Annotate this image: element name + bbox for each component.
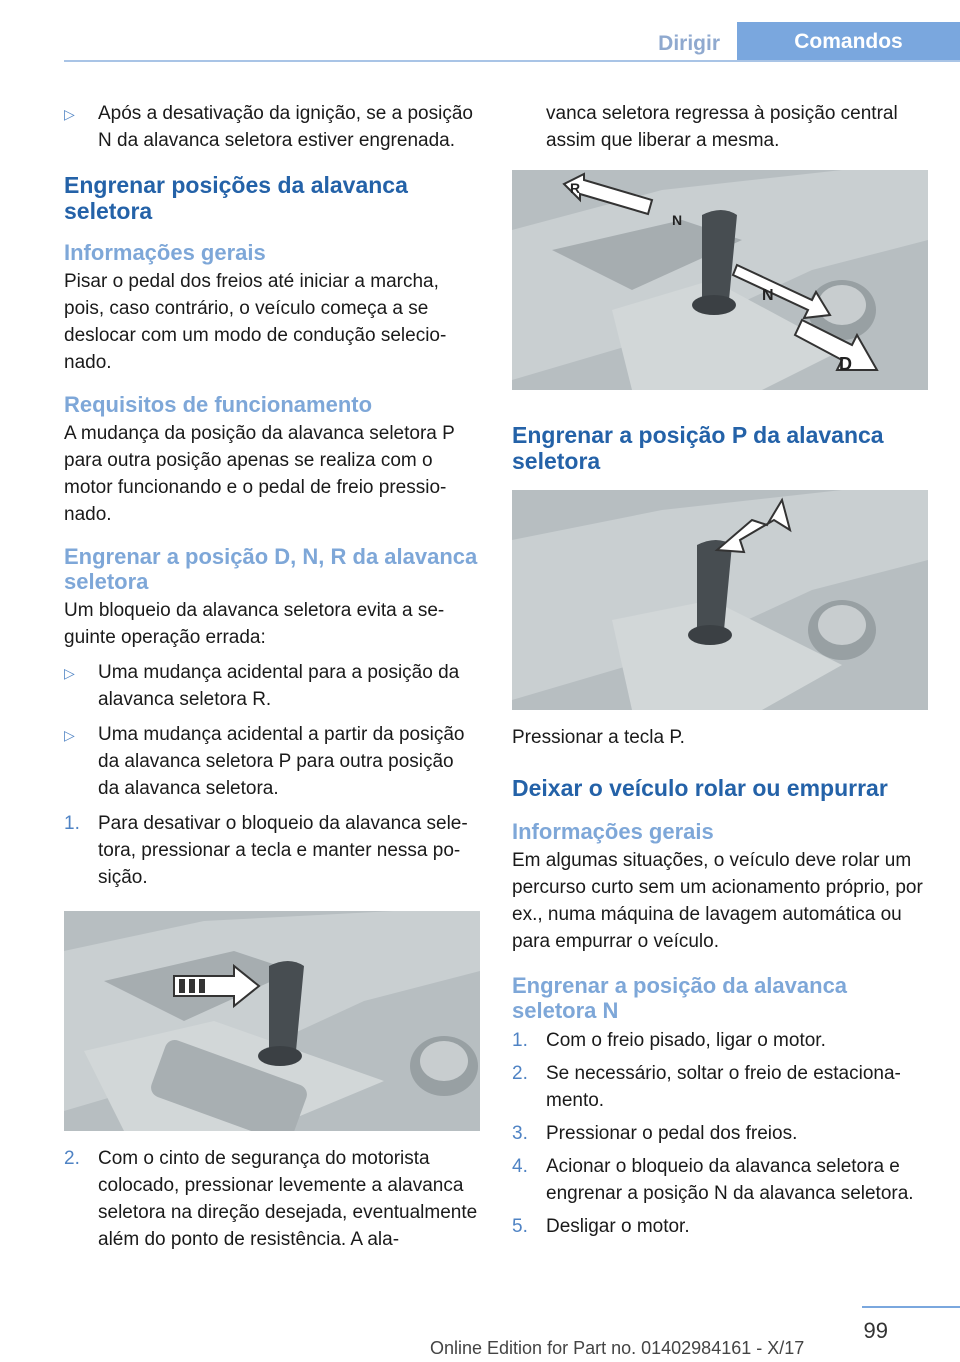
numbered-step: 1. Para desativar o bloqueio da alavanca seletora, pressionar a tecla e manter nessa posição. <box>64 810 480 891</box>
paragraph: Um bloqueio da alavanca seletora evita a seguinte operação errada: <box>64 600 445 648</box>
subheading: Engrenar a posição D, N, R da alavanca seletora <box>64 544 478 594</box>
subheading: Requisitos de funcionamento <box>64 392 373 417</box>
step-number: 4. <box>512 1156 528 1177</box>
step-number: 2. <box>512 1063 528 1084</box>
page-number: 99 <box>863 1318 888 1343</box>
numbered-step: 3. Pressionar o pedal dos freios. <box>512 1120 928 1147</box>
paragraph: Pressionar a tecla P. <box>512 727 685 748</box>
step-number: 1. <box>64 813 80 834</box>
selector-lever-unlock-figure <box>64 911 480 1131</box>
paragraph: Em algumas situações, o veículo deve rolar um percurso curto sem um acionamento próprio, por ex., numa máquina de lavagem automática ou para empurrar o veículo. <box>512 850 923 952</box>
header-rule <box>64 60 960 62</box>
subheading: Informações gerais <box>512 819 714 844</box>
step-number: 3. <box>512 1123 528 1144</box>
numbered-step: 4. Acionar o bloqueio da alavanca seletora e engrenar a posição N da alavanca seletora. <box>512 1153 928 1207</box>
step-number: 5. <box>512 1216 528 1237</box>
p-button-figure <box>512 490 928 710</box>
figure-label-n-top: N <box>672 212 683 228</box>
subheading: Engrenar a posição da alavanca seletora N <box>512 973 848 1023</box>
triangle-bullet-icon: ▷ <box>64 665 75 681</box>
header-tab: Comandos <box>737 22 960 62</box>
numbered-step: 2. Se necessário, soltar o freio de estacionamento. <box>512 1060 928 1114</box>
triangle-bullet-icon: ▷ <box>64 106 75 122</box>
figure-label-r: R <box>570 180 581 196</box>
figure-label-n-bottom: N <box>762 287 774 304</box>
numbered-step: 2. Com o cinto de segurança do motorista colocado, pressionar levemente a alavanca seletora na direção desejada, eventualmente além do ponto de resistência. A ala- <box>64 1145 480 1253</box>
subheading: Informações gerais <box>64 240 266 265</box>
paragraph-continued: vanca seletora regressa à posição central assim que liberar a mesma. <box>546 103 898 151</box>
section-heading: Engrenar a posição P da alavanca seletora <box>512 422 884 474</box>
paragraph: A mudança da posição da alavanca seletora P para outra posição apenas se realiza com o motor funcionando e o pedal de freio pressionado. <box>64 423 455 525</box>
steps-list <box>512 1027 928 1240</box>
bullet-item: ▷ Uma mudança acidental a partir da posição da alavanca seletora P para outra posição da alavanca seletora. <box>64 721 480 802</box>
paragraph: Pisar o pedal dos freios até iniciar a marcha, pois, caso contrário, o veículo começa a se deslocar com um modo de condução selecionado. <box>64 271 447 373</box>
step-number: 1. <box>512 1030 528 1051</box>
header-section-label: Dirigir <box>658 32 720 55</box>
step-number: 2. <box>64 1148 80 1169</box>
numbered-step: 1. Com o freio pisado, ligar o motor. <box>512 1027 928 1054</box>
figure-label-d: D <box>839 354 852 374</box>
section-heading: Engrenar posições da alavanca seletora <box>64 172 408 224</box>
bullet-item: ▷ Após a desativação da ignição, se a posição N da alavanca seletora estiver engrenada. <box>64 100 480 154</box>
triangle-bullet-icon: ▷ <box>64 727 75 743</box>
right-column <box>512 100 928 1240</box>
selector-lever-positions-figure <box>512 170 928 390</box>
section-heading: Deixar o veículo rolar ou empurrar <box>512 775 888 801</box>
footer-rule <box>862 1306 960 1308</box>
footer-edition: Online Edition for Part no. 01402984161 - X/17 <box>430 1338 805 1358</box>
bullet-item: ▷ Uma mudança acidental para a posição da alavanca seletora R. <box>64 659 480 713</box>
left-column <box>64 100 480 1253</box>
numbered-step: 5. Desligar o motor. <box>512 1213 928 1240</box>
